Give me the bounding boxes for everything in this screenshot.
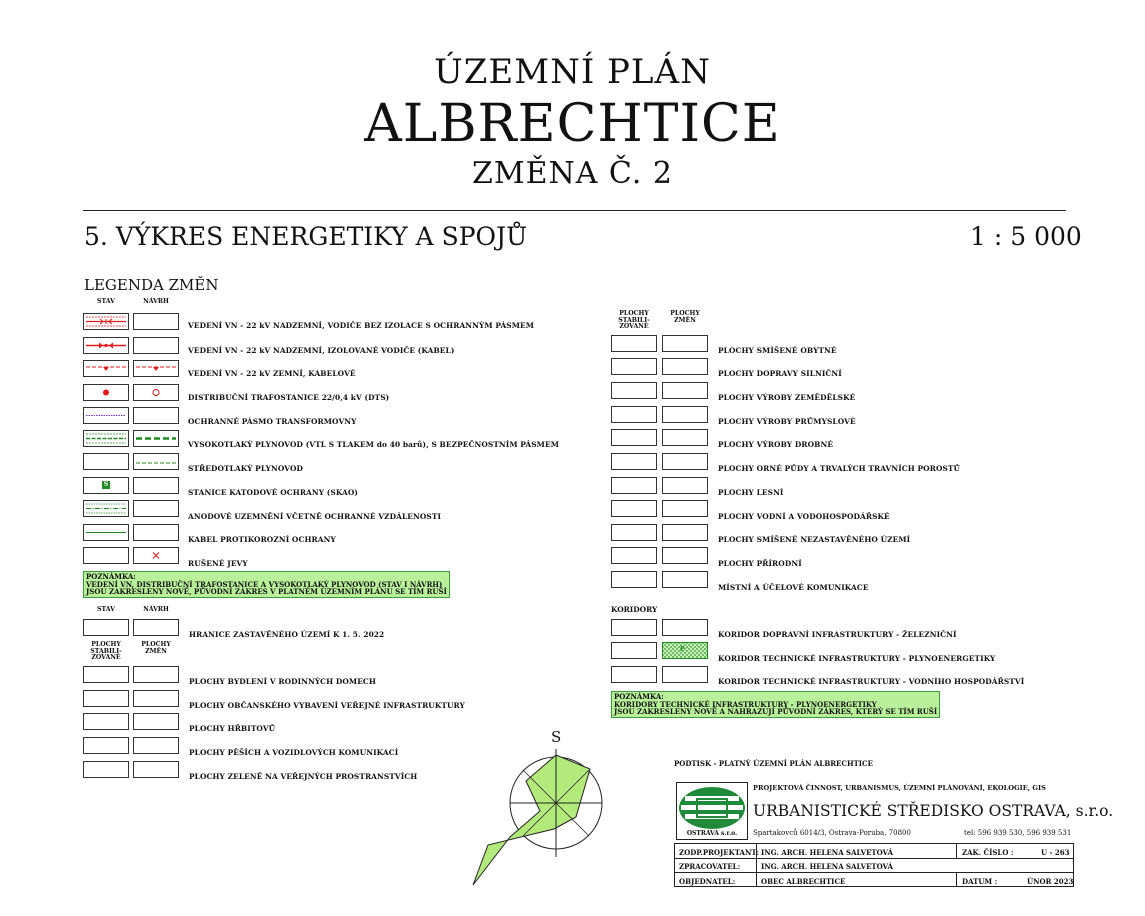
underground-cable-icon bbox=[84, 361, 128, 376]
legend-item-label: PLOCHY OBČANSKÉHO VYBAVENÍ VEŘEJNÉ INFRASTRUKTURY bbox=[189, 701, 465, 710]
legend-item-label: PLOCHY LESNÍ bbox=[718, 488, 784, 497]
north-arrow-icon bbox=[470, 745, 620, 895]
company-logo bbox=[676, 782, 748, 840]
table-divider bbox=[674, 872, 1074, 873]
datum-label: DATUM : bbox=[962, 877, 998, 886]
symbol-underground-cable-navrh bbox=[133, 360, 179, 377]
drawing-scale: 1 : 5 000 bbox=[970, 222, 1082, 251]
legend-item-label: PLOCHY VODNÍ A VODOHOSPODÁŘSKÉ bbox=[718, 512, 890, 521]
symbol-koridor-stab bbox=[611, 666, 657, 683]
objed-value: OBEC ALBRECHTICE bbox=[761, 877, 846, 886]
symbol-area-zmen bbox=[662, 500, 708, 517]
symbol-area-stab bbox=[611, 524, 657, 541]
symbol-boundary-navrh bbox=[133, 619, 179, 636]
symbol-koridor-zmen bbox=[662, 619, 708, 636]
symbol-area-stab bbox=[83, 666, 129, 683]
symbol-transformer-navrh bbox=[133, 384, 179, 401]
objed-label: OBJEDNATEL: bbox=[679, 877, 736, 886]
note-energy bbox=[83, 571, 450, 598]
company-logo-icon bbox=[677, 784, 747, 830]
symbol-area-zmen bbox=[662, 547, 708, 564]
legend-item-label: KORIDOR TECHNICKÉ INFRASTRUKTURY - PLYNOENERGETIKY bbox=[718, 654, 996, 663]
note-line: JSOU ZAKRESLENY NOVĚ A NAHRAZUJÍ PŮVODNÍ ZÁKRES, KTERÝ SE TÍM RUŠÍ bbox=[614, 707, 938, 717]
legend-item-label: HRANICE ZASTAVĚNÉHO ÚZEMÍ K 1. 5. 2022 bbox=[189, 630, 385, 639]
col-header-navrh: NÁVRH bbox=[143, 606, 169, 613]
company-name: URBANISTICKÉ STŘEDISKO OSTRAVA, s.r.o. bbox=[753, 802, 1114, 820]
symbol-area-stab bbox=[611, 335, 657, 352]
koridor-letter: P bbox=[680, 646, 685, 653]
symbol-area-stab bbox=[611, 429, 657, 446]
symbol-area-stab bbox=[611, 358, 657, 375]
symbol-area-zmen bbox=[133, 690, 179, 707]
table-divider bbox=[674, 858, 1074, 859]
legend-item-label: PLOCHY SMÍŠENÉ OBYTNÉ bbox=[718, 346, 837, 355]
legend-item-label: PLOCHY ORNÉ PŮDY A TRVALÝCH TRAVNÍCH POROSTŮ bbox=[718, 464, 961, 473]
note-line: POZNÁMKA: bbox=[614, 692, 664, 701]
symbol-area-zmen bbox=[662, 477, 708, 494]
insulated-line-icon bbox=[84, 338, 128, 353]
note-line: POZNÁMKA: bbox=[86, 572, 136, 581]
legend-item-label: PLOCHY VÝROBY DROBNÉ bbox=[718, 440, 834, 449]
symbol-koridor-zmen bbox=[662, 666, 708, 683]
symbol-area-stab bbox=[611, 406, 657, 423]
overhead-line-zone-icon bbox=[84, 314, 128, 329]
col-header-stav: STAV bbox=[97, 606, 115, 613]
municipality-title: ALBRECHTICE bbox=[364, 94, 781, 154]
legend-item-label: PLOCHY PĚŠÍCH A VOZIDLOVÝCH KOMUNIKACÍ bbox=[189, 748, 399, 757]
legend-item-label: PLOCHY DOPRAVY SILNIČNÍ bbox=[718, 369, 842, 378]
symbol-insulated-line-navrh bbox=[133, 337, 179, 354]
symbol-insulated-line-stav bbox=[83, 337, 129, 354]
symbol-area-zmen bbox=[662, 524, 708, 541]
symbol-skao-navrh bbox=[133, 477, 179, 494]
zodp-value: ING. ARCH. HELENA SALVETOVÁ bbox=[761, 848, 893, 857]
legend-item-label: VEDENÍ VN - 22 kV NADZEMNÍ, VODIČE BEZ IZOLACE S OCHRANNÝM PÁSMEM bbox=[188, 321, 535, 330]
legend-item-label: PLOCHY SMÍŠENÉ NEZASTAVĚNÉHO ÚZEMÍ bbox=[718, 535, 911, 544]
legend-item-label: PLOCHY VÝROBY ZEMĚDĚLSKÉ bbox=[718, 393, 856, 402]
header-divider bbox=[83, 210, 1066, 211]
symbol-boundary-stav bbox=[83, 619, 129, 636]
symbol-area-zmen bbox=[133, 713, 179, 730]
col-header-stav: STAV bbox=[97, 298, 115, 305]
legend-item-label: PLOCHY VÝROBY PRŮMYSLOVÉ bbox=[718, 417, 856, 426]
zodp-label: ZODP.PROJEKTANT: bbox=[679, 848, 759, 857]
symbol-area-zmen bbox=[133, 737, 179, 754]
note-corridors bbox=[611, 691, 940, 718]
symbol-corrosion-cable-stav bbox=[83, 524, 129, 541]
symbol-underground-cable-stav bbox=[83, 360, 129, 377]
symbol-mp-gas-stav bbox=[83, 453, 129, 470]
symbol-area-stab bbox=[83, 761, 129, 778]
legend-item-label: KORIDOR DOPRAVNÍ INFRASTRUKTURY - ŽELEZNIČNÍ bbox=[718, 630, 957, 639]
col-header-stabilized: PLOCHY STABILI- ZOVANÉ bbox=[618, 310, 650, 330]
skao-square-icon: S bbox=[103, 481, 109, 488]
symbol-anode-navrh bbox=[133, 500, 179, 517]
symbol-transformer-zone-stav bbox=[83, 407, 129, 424]
symbol-cancelled-stav bbox=[83, 547, 129, 564]
symbol-area-zmen bbox=[662, 453, 708, 470]
zprac-value: ING. ARCH. HELENA SALVETOVÁ bbox=[761, 862, 893, 871]
symbol-area-zmen bbox=[662, 571, 708, 588]
legend-item-label: STANICE KATODOVÉ OCHRANY (SKAO) bbox=[188, 488, 359, 497]
legend-item-label: PLOCHY ZELENĚ NA VEŘEJNÝCH PROSTRANSTVÍCH bbox=[189, 772, 418, 781]
symbol-area-stab bbox=[611, 477, 657, 494]
note-line: KORIDORY TECHNICKÉ INFRASTRUKTURY - PLYNOENERGETIKY bbox=[614, 699, 877, 709]
symbol-overhead-line-stav bbox=[83, 313, 129, 330]
symbol-cancelled-navrh bbox=[133, 547, 179, 564]
legend-item-label: STŘEDOTLAKÝ PLYNOVOD bbox=[188, 464, 304, 473]
transformer-filled-icon bbox=[84, 385, 128, 400]
legend-item-label: KABEL PROTIKOROZNÍ OCHRANY bbox=[188, 535, 336, 544]
symbol-area-stab bbox=[611, 382, 657, 399]
company-address: Spartakovců 6014/3, Ostrava-Poruba, 70800 bbox=[753, 829, 911, 837]
legend-item-label: PLOCHY BYDLENÍ V RODINNÝCH DOMECH bbox=[189, 677, 376, 686]
symbol-corrosion-cable-navrh bbox=[133, 524, 179, 541]
symbol-skao-stav bbox=[83, 477, 129, 494]
datum-value: ÚNOR 2023 bbox=[1027, 877, 1074, 886]
company-activity: PROJEKTOVÁ ČINNOST, URBANISMUS, ÚZEMNÍ PLÁNOVÁNÍ, EKOLOGIE, GIS bbox=[753, 784, 1046, 792]
gas-corridor-hatch-icon bbox=[663, 643, 707, 658]
note-line: JSOU ZAKRESLENY NOVĚ, PŮVODNÍ ZÁKRES V PLATNÉM ÚZEMNÍM PLÁNU SE TÍM RUŠÍ bbox=[86, 587, 447, 597]
compass-label: S bbox=[551, 728, 562, 746]
symbol-area-zmen bbox=[662, 429, 708, 446]
symbol-mp-gas-navrh bbox=[133, 453, 179, 470]
legend-item-label: PLOCHY HŘBITOVŮ bbox=[189, 724, 276, 733]
table-col-divider bbox=[956, 843, 957, 858]
symbol-area-stab bbox=[83, 713, 129, 730]
note-line: VEDENÍ VN, DISTRIBUČNÍ TRAFOSTANICE A VYSOKOTLAKÝ PLYNOVOD (STAV I NÁVRH) bbox=[86, 579, 443, 589]
legend-item-label: VYSOKOTLAKÝ PLYNOVOD (VTL S TLAKEM do 40 barů), S BEZPEČNOSTNÍM PÁSMEM bbox=[188, 440, 559, 449]
plan-type-title: ÚZEMNÍ PLÁN bbox=[434, 52, 711, 92]
symbol-hp-gas-navrh bbox=[133, 430, 179, 447]
col-header-navrh: NÁVRH bbox=[143, 298, 169, 305]
symbol-area-zmen bbox=[133, 666, 179, 683]
symbol-hp-gas-stav bbox=[83, 430, 129, 447]
logo-caption: OSTRAVA s.r.o. bbox=[686, 830, 738, 837]
symbol-area-stab bbox=[611, 571, 657, 588]
zak-label: ZAK. ČÍSLO : bbox=[962, 848, 1014, 857]
col-header-changes: PLOCHY ZMĚN bbox=[141, 641, 171, 655]
change-number-title: ZMĚNA Č. 2 bbox=[472, 156, 673, 191]
symbol-area-stab bbox=[83, 690, 129, 707]
symbol-area-stab bbox=[611, 453, 657, 470]
anode-grounding-icon bbox=[84, 501, 128, 516]
drawing-title: 5. VÝKRES ENERGETIKY A SPOJŮ bbox=[84, 222, 528, 251]
legend-item-label: ANODOVÉ UZEMNĚNÍ VČETNĚ OCHRANNÉ VZDÁLENOSTI bbox=[188, 512, 442, 521]
symbol-koridor-stab bbox=[611, 642, 657, 659]
symbol-area-stab bbox=[611, 500, 657, 517]
symbol-overhead-line-navrh bbox=[133, 313, 179, 330]
symbol-area-stab bbox=[83, 737, 129, 754]
cancel-cross-icon bbox=[134, 548, 178, 563]
legend-item-label: VEDENÍ VN - 22 kV NADZEMNÍ, IZOLOVANÉ VODIČE (KABEL) bbox=[188, 346, 455, 355]
symbol-anode-stav bbox=[83, 500, 129, 517]
koridory-heading: KORIDORY bbox=[611, 605, 658, 614]
mp-gas-pipe-icon bbox=[134, 454, 178, 469]
symbol-area-stab bbox=[611, 547, 657, 564]
table-col-divider bbox=[956, 872, 957, 887]
symbol-area-zmen bbox=[662, 406, 708, 423]
underground-cable-proposed-icon bbox=[134, 361, 178, 376]
legend-item-label: OCHRANNÉ PÁSMO TRANSFORMOVNY bbox=[188, 417, 357, 426]
symbol-area-zmen bbox=[662, 335, 708, 352]
company-phone: tel: 596 939 530, 596 939 531 bbox=[964, 829, 1072, 837]
legend-item-label: DISTRIBUČNÍ TRAFOSTANICE 22/0,4 kV (DTS) bbox=[188, 393, 390, 402]
corrosion-cable-icon bbox=[84, 525, 128, 540]
transformer-outline-icon bbox=[134, 385, 178, 400]
hp-gas-pipe-icon bbox=[84, 431, 128, 446]
symbol-koridor-stab bbox=[611, 619, 657, 636]
legend-item-label: VEDENÍ VN - 22 kV ZEMNÍ, KABELOVÉ bbox=[188, 369, 356, 378]
zak-value: U - 263 bbox=[1041, 848, 1070, 857]
legend-item-label: MÍSTNÍ A ÚČELOVÉ KOMUNIKACE bbox=[718, 583, 869, 592]
symbol-area-zmen bbox=[662, 382, 708, 399]
legend-title: LEGENDA ZMĚN bbox=[84, 276, 219, 294]
col-header-changes: PLOCHY ZMĚN bbox=[670, 310, 700, 324]
symbol-area-zmen bbox=[133, 761, 179, 778]
symbol-koridor-gas-zmen bbox=[662, 642, 708, 659]
legend-item-label: RUŠENÉ JEVY bbox=[188, 559, 248, 568]
legend-item-label: KORIDOR TECHNICKÉ INFRASTRUKTURY - VODNÍHO HOSPODÁŘSTVÍ bbox=[718, 677, 1025, 686]
hp-gas-pipe-proposed-icon bbox=[134, 431, 178, 446]
symbol-transformer-zone-navrh bbox=[133, 407, 179, 424]
zprac-label: ZPRACOVATEL: bbox=[679, 862, 741, 871]
symbol-area-zmen bbox=[662, 358, 708, 375]
col-header-stabilized: PLOCHY STABILI- ZOVANÉ bbox=[90, 641, 122, 661]
legend-item-label: PLOCHY PŘÍRODNÍ bbox=[718, 559, 802, 568]
symbol-transformer-stav bbox=[83, 384, 129, 401]
podtisk-note: PODTISK - PLATNÝ ÚZEMNÍ PLÁN ALBRECHTICE bbox=[674, 759, 873, 768]
protection-zone-icon bbox=[84, 408, 128, 423]
